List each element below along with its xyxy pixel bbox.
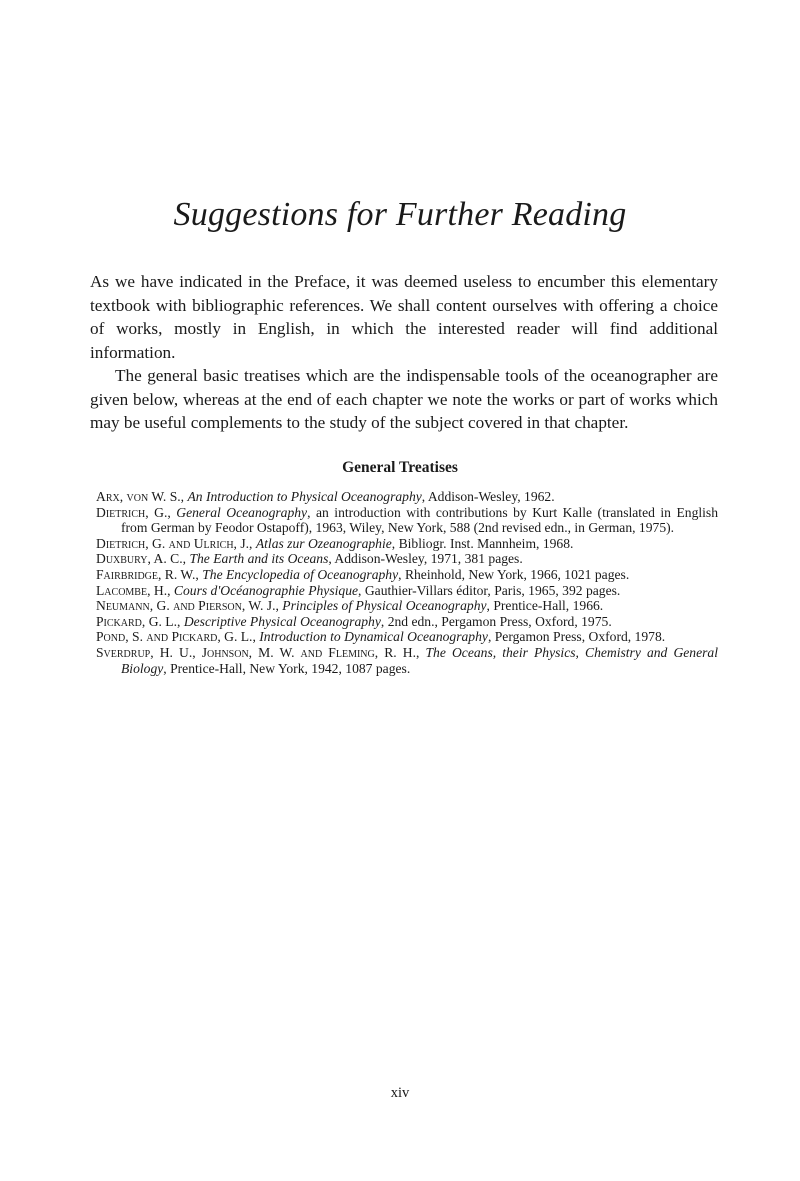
reference-title: Cours d'Océanographie Physique bbox=[173, 582, 359, 598]
reference-entry bbox=[96, 567, 718, 583]
reference-details: , Rheinhold, New York, 1966, 1021 pages. bbox=[398, 566, 630, 582]
intro-paragraph: As we have indicated in the Preface, it was deemed useless to encumber this elementary textbook with bibliographic references. We shall content ourselves with offering a choice of works, mostly in English, in which the interested reader will find additional information. bbox=[90, 272, 718, 362]
reference-details: , Prentice-Hall, 1966. bbox=[486, 598, 604, 614]
intro-paragraph: The general basic treatises which are the indispensable tools of the oceanographer are given below, whereas at the end of each chapter we note the works or part of works which may be useful complements to the study of the subject covered in that chapter. bbox=[90, 366, 718, 432]
reference-authors: Duxbury, A. C., bbox=[96, 551, 187, 567]
reference-details: , Prentice-Hall, New York, 1942, 1087 pages. bbox=[163, 660, 411, 676]
reference-title: General Oceanography bbox=[176, 504, 308, 520]
intro-text bbox=[90, 270, 718, 435]
reference-list bbox=[96, 489, 718, 676]
reference-authors: Lacombe, H., bbox=[96, 582, 171, 598]
reference-title: An Introduction to Physical Oceanography bbox=[187, 489, 422, 504]
reference-title: Principles of Physical Oceanography bbox=[282, 598, 487, 614]
reference-title: The Encyclopedia of Oceanography bbox=[202, 566, 399, 582]
reference-authors: Arx, von W. S., bbox=[96, 489, 185, 504]
reference-details: , Addison-Wesley, 1962. bbox=[421, 489, 555, 504]
reference-details: , 2nd edn., Pergamon Press, Oxford, 1975. bbox=[380, 613, 612, 629]
reference-authors: Neumann, G. and Pierson, W. J., bbox=[96, 598, 279, 614]
reference-authors: Dietrich, G., bbox=[96, 504, 171, 520]
section-heading: General Treatises bbox=[342, 459, 458, 476]
reference-entry bbox=[96, 489, 718, 505]
reference-authors: Sverdrup, H. U., Johnson, M. W. and Fleming, R. H., bbox=[96, 644, 420, 660]
reference-authors: Fairbridge, R. W., bbox=[96, 566, 199, 582]
reference-authors: Pickard, G. L., bbox=[96, 613, 181, 629]
page-number: xiv bbox=[390, 1085, 410, 1101]
page-title: Suggestions for Further Reading bbox=[173, 196, 627, 233]
reference-title: Descriptive Physical Oceanography bbox=[183, 613, 381, 629]
reference-entry bbox=[96, 536, 718, 552]
reference-entry bbox=[96, 551, 718, 567]
reference-details: , Addison-Wesley, 1971, 381 pages. bbox=[328, 551, 523, 567]
reference-title: Atlas zur Ozeanographie bbox=[255, 535, 392, 551]
reference-details: , Bibliogr. Inst. Mannheim, 1968. bbox=[391, 535, 574, 551]
reference-entry bbox=[96, 629, 718, 645]
reference-details: , an introduction with contributions by Kurt Kalle (translated in English from German by Feodor Ostapoff), 1963, Wiley, New York, 588 (2nd revised edn., in German, 1975). bbox=[121, 504, 719, 536]
reference-title: The Oceans, their Physics, Chemistry and General Biology bbox=[121, 644, 718, 676]
reference-entry bbox=[96, 598, 718, 614]
reference-details: , Pergamon Press, Oxford, 1978. bbox=[487, 629, 666, 645]
reference-entry bbox=[96, 614, 718, 630]
reference-details: , Gauthier-Villars éditor, Paris, 1965, 392 pages. bbox=[358, 582, 621, 598]
reference-entry bbox=[96, 505, 718, 536]
reference-authors: Dietrich, G. and Ulrich, J., bbox=[96, 535, 253, 551]
reference-authors: Pond, S. and Pickard, G. L., bbox=[96, 629, 256, 645]
reference-title: Introduction to Dynamical Oceanography bbox=[259, 629, 488, 645]
reference-entry bbox=[96, 645, 718, 676]
reference-entry bbox=[96, 583, 718, 599]
reference-title: The Earth and its Oceans bbox=[189, 551, 329, 567]
